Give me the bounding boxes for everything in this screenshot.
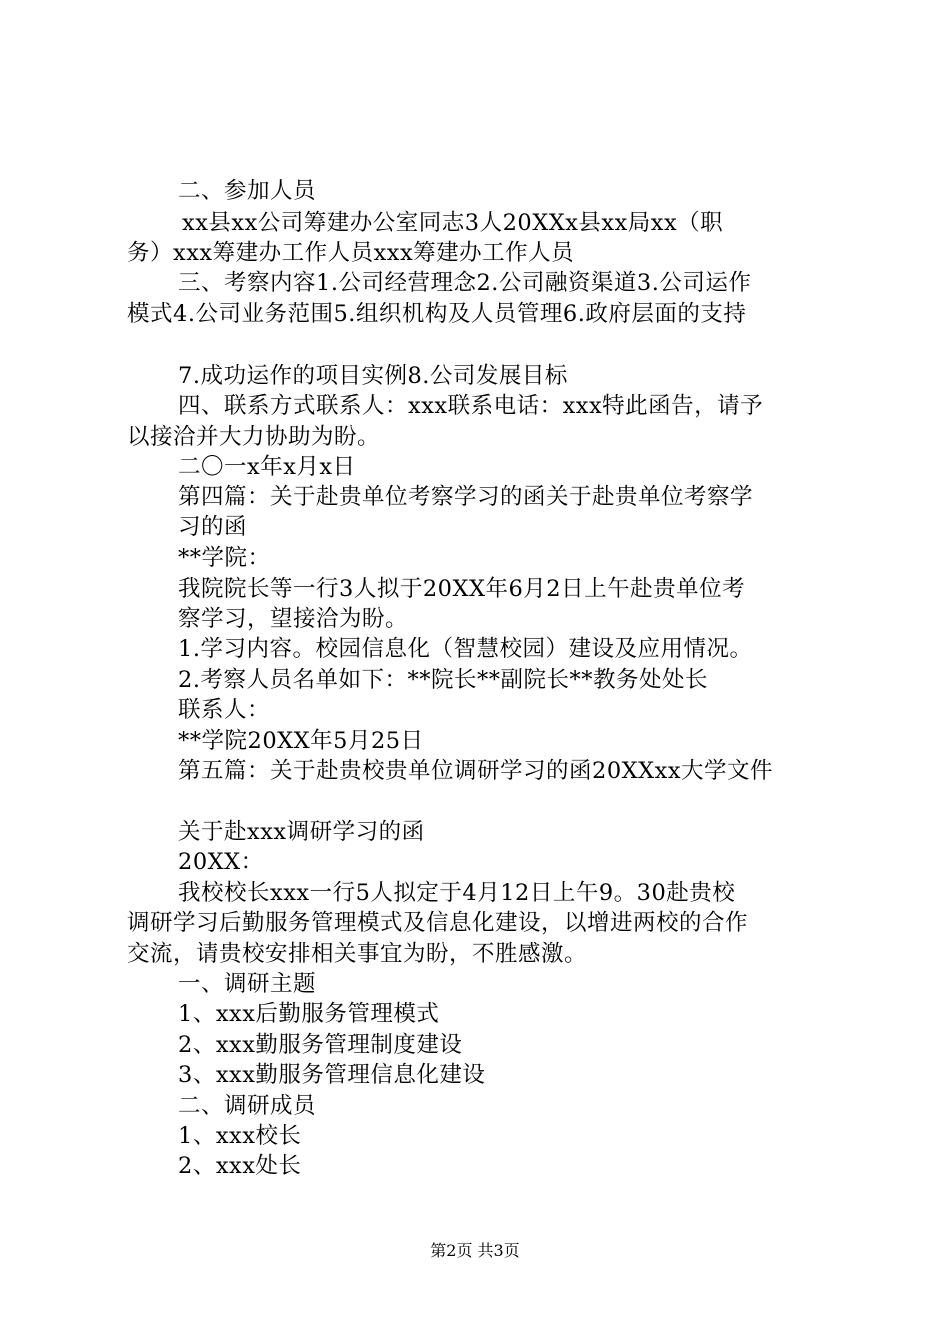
text-line: 关于赴xxx调研学习的函 xyxy=(178,819,425,845)
text-line: 2.考察人员名单如下：**院长**副院长**教务处处长 xyxy=(178,667,708,693)
text-line: 二、调研成员 xyxy=(178,1093,317,1119)
text-line: 交流，请贵校安排相关事宜为盼，不胜感激。 xyxy=(127,941,588,967)
text-line: 3、xxx勤服务管理信息化建设 xyxy=(178,1062,486,1088)
text-line: **学院20XX年5月25日 xyxy=(178,728,424,754)
text-line: 20XX： xyxy=(178,849,264,875)
text-line: 察学习，望接洽为盼。 xyxy=(178,606,409,632)
text-line: 以接洽并大力协助为盼。 xyxy=(127,424,381,450)
text-line: 1、xxx后勤服务管理模式 xyxy=(178,1001,440,1027)
text-line: 一、调研主题 xyxy=(178,971,317,997)
text-line: 务）xxx筹建办工作人员xxx筹建办工作人员 xyxy=(127,240,575,266)
text-line: 1、xxx校长 xyxy=(178,1123,302,1149)
text-line: xx县xx公司筹建办公室同志3人20XXx县xx局xx（职 xyxy=(182,210,724,236)
text-line: 1.学习内容。校园信息化（智慧校园）建设及应用情况。 xyxy=(178,636,753,662)
text-line: 调研学习后勤服务管理模式及信息化建设，以增进两校的合作 xyxy=(127,910,749,936)
text-line: 习的函 xyxy=(178,514,248,540)
text-line: 三、考察内容1.公司经营理念2.公司融资渠道3.公司运作 xyxy=(178,270,752,296)
page-footer: 第2页 共3页 xyxy=(430,1241,520,1260)
text-line: 模式4.公司业务范围5.组织机构及人员管理6.政府层面的支持 xyxy=(127,301,747,327)
text-line: 四、联系方式联系人：xxx联系电话：xxx特此函告，请予 xyxy=(178,393,764,419)
text-line: 2、xxx处长 xyxy=(178,1153,302,1179)
text-line: 二、参加人员 xyxy=(178,178,317,204)
text-line: 7.成功运作的项目实例8.公司发展目标 xyxy=(178,363,568,389)
text-line: 我校校长xxx一行5人拟定于4月12日上午9。30赴贵校 xyxy=(178,880,736,906)
section-heading: 第五篇：关于赴贵校贵单位调研学习的函20XXxx大学文件 xyxy=(178,758,774,784)
text-line: 联系人： xyxy=(178,697,271,723)
text-line: 我院院长等一行3人拟于20XX年6月2日上午赴贵单位考 xyxy=(178,576,746,602)
text-line: 二〇一x年x月x日 xyxy=(178,454,356,480)
text-line: **学院： xyxy=(178,545,271,571)
text-line: 2、xxx勤服务管理制度建设 xyxy=(178,1032,463,1058)
section-heading: 第四篇：关于赴贵单位考察学习的函关于赴贵单位考察学 xyxy=(178,484,754,510)
